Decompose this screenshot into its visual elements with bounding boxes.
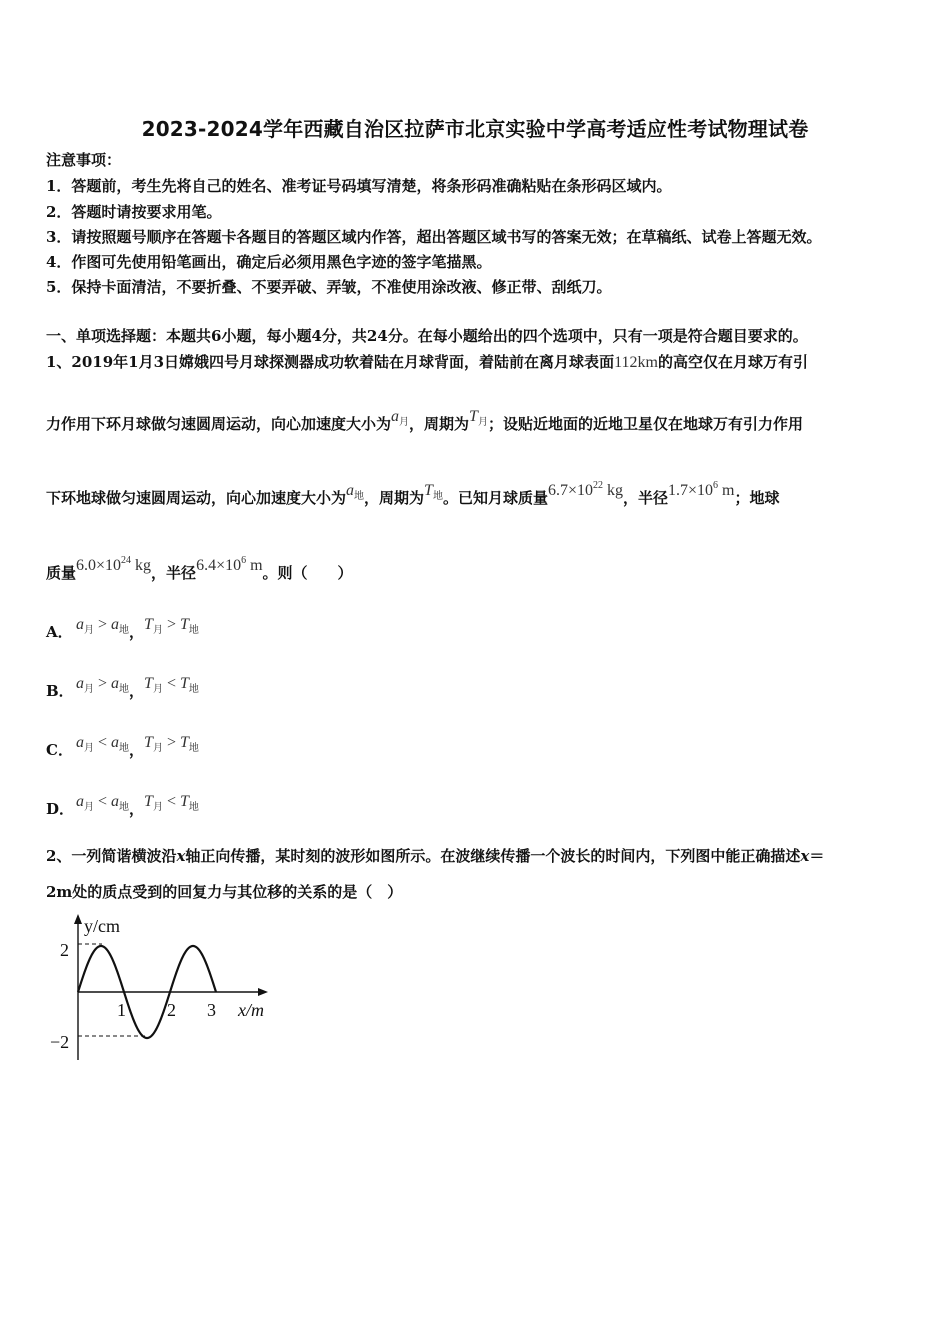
height-value: 112km: [614, 354, 658, 371]
x-tick-1: 1: [117, 1000, 126, 1020]
notice-heading: 注意事项：: [46, 151, 122, 169]
x-axis-arrow: [258, 988, 268, 996]
y-axis-arrow: [74, 914, 82, 924]
accel-moon-symbol: $a_月$: [391, 408, 410, 428]
y-axis-label: y/cm: [84, 916, 120, 936]
x-tick-3: 3: [207, 1000, 216, 1020]
y-tick-positive: 2: [60, 940, 69, 960]
y-tick-negative: −2: [50, 1032, 70, 1052]
option-c[interactable]: C． $a_月 < a_地$，$T_月 > T_地$: [46, 734, 199, 759]
exam-title: 2023-2024学年西藏自治区拉萨市北京实验中学高考适应性考试物理试卷: [141, 117, 809, 141]
notice-item: 2．答题时请按要求用笔。: [46, 203, 222, 221]
x-axis-label: x/m: [238, 1000, 264, 1020]
option-a[interactable]: A． $a_月 > a_地$，$T_月 > T_地$: [46, 616, 199, 641]
question-1-line-1: 1、2019年1月3日嫦娥四号月球探测器成功软着陆在月球背面，着陆前在离月球表面112km的高空仅在月球万有引: [46, 353, 808, 371]
earth-mass-value: $6.0\times 10^{24}$ kg: [76, 555, 152, 574]
moon-mass-value: $6.7\times 10^{22}$ kg: [547, 480, 623, 499]
question-1-line-4: 质量$6.0\times 10^{24}$ kg，半径$6.4\times 10^6$ m。则（ ）: [46, 555, 353, 582]
earth-radius-value: $6.4\times 10^6$ m: [196, 555, 263, 574]
option-b[interactable]: B． $a_月 > a_地$，$T_月 < T_地$: [46, 675, 199, 700]
period-moon-symbol: $T_月$: [469, 408, 488, 428]
notice-item: 5．保持卡面清洁，不要折叠、不要弄破、弄皱，不准使用涂改液、修正带、刮纸刀。: [46, 278, 612, 296]
option-d[interactable]: D． $a_月 < a_地$，$T_月 < T_地$: [46, 793, 199, 818]
question-1-line-3: 下环地球做匀速圆周运动，向心加速度大小为$a_地$，周期为$T_地$。已知月球质量$6.7\times 10^{22}$ kg，半径$1.7\times 10^6$ m；地球: [46, 480, 780, 507]
question-2-line-1: 2、一列简谐横波沿x轴正向传播，某时刻的波形如图所示。在波继续传播一个波长的时间内，下列图中能正确描述x＝: [46, 847, 825, 865]
question-1-line-2: 力作用下环月球做匀速圆周运动，向心加速度大小为$a_月$，周期为$T_月$；设贴近地面的近地卫星仅在地球万有引力作用: [46, 408, 803, 433]
notice-item: 4．作图可先使用铅笔画出，确定后必须用黑色字迹的签字笔描黑。: [46, 253, 492, 271]
period-earth-symbol: $T_地$: [424, 482, 443, 502]
wave-graph: [46, 912, 286, 1072]
section-heading: 一、单项选择题：本题共6小题，每小题4分，共24分。在每小题给出的四个选项中，只有一项是符合题目要求的。: [46, 327, 808, 345]
notice-item: 1．答题前，考生先将自己的姓名、准考证号码填写清楚，将条形码准确粘贴在条形码区域内。: [46, 177, 672, 195]
x-tick-2: 2: [167, 1000, 176, 1020]
accel-earth-symbol: $a_地$: [346, 482, 365, 502]
question-2-line-2: 2m处的质点受到的回复力与其位移的关系的是（ ）: [46, 883, 403, 901]
notice-item: 3．请按照题号顺序在答题卡各题目的答题区域内作答，超出答题区域书写的答案无效；在草稿纸、试卷上答题无效。: [46, 228, 822, 246]
moon-radius-value: $1.7\times 10^6$ m: [668, 480, 735, 499]
